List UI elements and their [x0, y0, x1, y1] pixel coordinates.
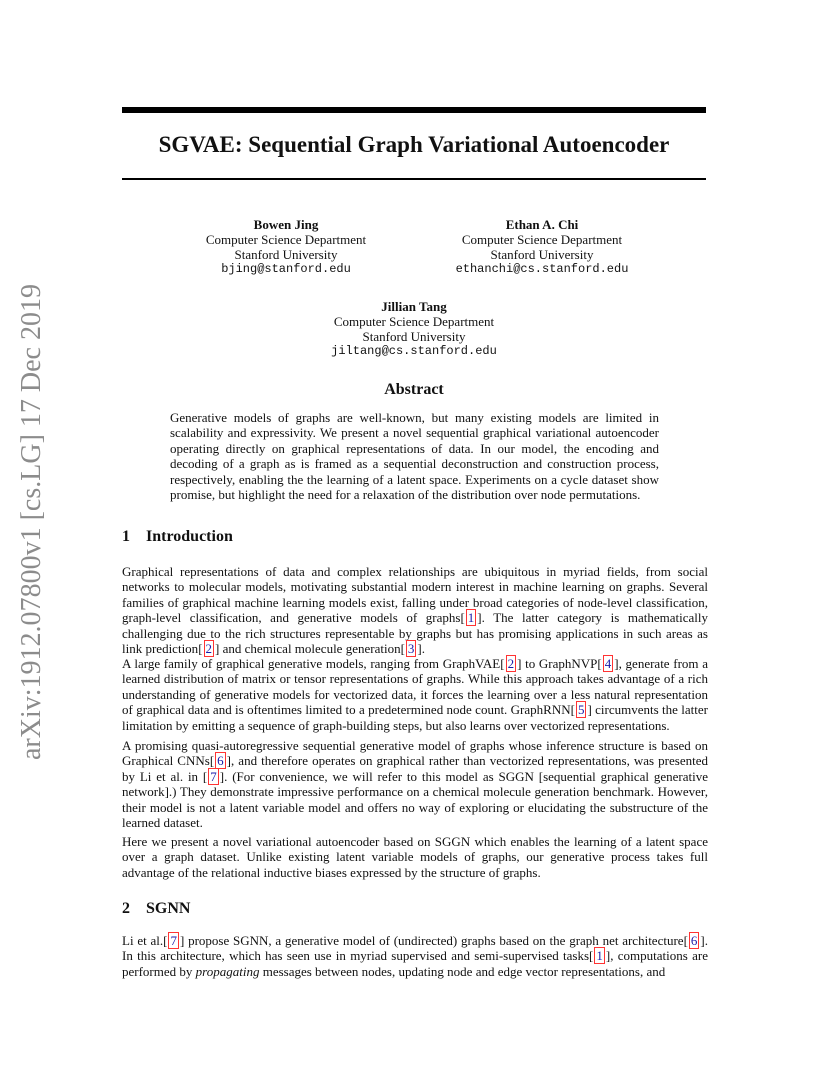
title-top-rule [122, 107, 706, 113]
emphasis-run: propagating [195, 963, 260, 979]
citation-link[interactable]: 3 [407, 641, 415, 657]
text-run: . In this architecture, which has seen use in myriad supervised and semi-supervised tasks [122, 933, 708, 964]
section-number: 1 [122, 528, 130, 545]
citation-link[interactable]: 5 [577, 702, 585, 718]
author-block-3 [294, 299, 534, 359]
citation-link[interactable]: 4 [604, 656, 612, 671]
author-dept: Computer Science Department [205, 232, 367, 247]
section-heading-introduction [122, 527, 233, 547]
intro-paragraph-3: A promising quasi-autoregressive sequential generative model of graphs whose inference structure is based on Graphical CNNs[ 6 ], and therefore operates on graphical rather than vectorized representations, was presented by Li et al. in [ 7 ]. (For convenience, we will refer to this model as SGGN [sequential graphical generative network].) They demonstrate impressive performance on a chemical molecule generation benchmark. However, their model is not a latent variable model and offers no way of exploring or elucidating the substructure of the learned dataset. [122, 738, 708, 831]
text-run: A promising quasi-autoregressive sequential generative model of graphs whose inference structure is based on Graphical CNNs [122, 738, 708, 769]
text-run: . (For convenience, we will refer to this model as SGGN [sequential graphical generative network].) They demonstrate impressive performance on a chemical molecule generation benchmark. However, their model is not a latent variable model and offers no way of exploring or elucidating the substructure of the learned dataset. [122, 768, 708, 831]
text-run: to GraphNVP [521, 656, 598, 671]
text-run: , generate from a learned distribution of matrix or tensor representations of graphs. While this approach takes advantage of a rich understanding of generative models for vectorized data, it forces the learning over a less natural representation of graphical data and is oftentimes limited to a predetermined node count. GraphRNN [122, 656, 708, 718]
arxiv-stamp-text: arXiv:1912.07800v1 [cs.LG] 17 Dec 2019 [16, 284, 47, 760]
citation-link[interactable]: 1 [467, 610, 475, 626]
text-run: , and therefore operates on graphical rather than vectorized representations, was presented by Li et al. in [122, 753, 708, 784]
author-univ: Stanford University [362, 329, 466, 344]
intro-paragraph-1: Graphical representations of data and complex relationships are ubiquitous in myriad fields, from social networks to molecular models, motivating substantial modern interest in machine learning on graphs. Several families of graphical machine learning models exist, falling under broad categories of node-level classification, graph-level classification, and generative models of graphs[ 1 ]. The latter category is mathematically challenging due to the rich structures representable by graphs but has promising applications in such areas as link prediction[ 2 ] and chemical molecule generation[ 3 ]. [122, 564, 708, 657]
citation-link[interactable]: 1 [596, 948, 603, 964]
text-run: . [421, 641, 426, 657]
author-dept: Computer Science Department [333, 314, 495, 329]
text-run: propose SGNN, a generative model of (undirected) graphs based on the graph net architecture [184, 933, 684, 948]
text-run: circumvents the latter limitation by emitting a sequence of graph-building steps, but also learns over vectorized representations. [122, 702, 708, 733]
citation-link[interactable]: 7 [210, 768, 217, 784]
author-univ: Stanford University [490, 247, 594, 262]
text-run: , computations are performed by [122, 948, 708, 979]
citation-link[interactable]: 6 [690, 933, 698, 948]
section-title: Introduction [146, 528, 233, 545]
citation-link[interactable]: 2 [205, 641, 213, 657]
author-name: Ethan A. Chi [505, 217, 579, 232]
citation-link[interactable]: 2 [507, 656, 515, 671]
paper-title: SGVAE: Sequential Graph Variational Autoencoder [158, 132, 670, 157]
text-run: messages between nodes, updating node and edge vector representations, and [259, 963, 666, 979]
text-run: . The latter category is mathematically challenging due to the rich structures representable by graphs but has promising applications in such areas as link prediction [122, 610, 708, 657]
intro-paragraph-2: A large family of graphical generative models, ranging from GraphVAE[ 2 ] to GraphNVP[ 4 ], generate from a learned distribution of matrix or tensor representations of graphs. While this approach takes advantage of a rich understanding of generative models for vectorized data, it forces the learning over a less natural representation of graphical data and is oftentimes limited to a predetermined node count. GraphRNN[ 5 ] circumvents the latter limitation by emitting a sequence of graph-building steps, but also learns over vectorized representations. [122, 656, 708, 733]
text-run: A large family of graphical generative models, ranging from GraphVAE [122, 656, 501, 671]
author-name: Jillian Tang [381, 299, 447, 314]
intro-paragraph-4: Here we present a novel variational autoencoder based on SGGN which enables the learning of a latent space over a graph dataset. Unlike existing latent variable models of graphs, our generative process takes full advantage of the relational inductive biases expressed by the structure of graphs. [122, 834, 708, 880]
text-run: and chemical molecule generation [219, 641, 401, 657]
citation-link[interactable]: 6 [217, 753, 224, 769]
abstract-text: Generative models of graphs are well-known, but many existing models are limited in scalability and expressivity. We present a novel sequential graphical variational autoencoder operating directly on graphical representations of data. In our model, the encoding and decoding of a graph as is framed as a sequential deconstruction and construction process, respectively, enabling the the learning of a latent space. Experiments on a cycle dataset show promise, but highlight the need for a relaxation of the distribution over node permutations. [170, 410, 659, 503]
author-block-2 [422, 217, 662, 277]
arxiv-stamp [14, 284, 48, 760]
author-dept: Computer Science Department [461, 232, 623, 247]
text-run: Graphical representations of data and complex relationships are ubiquitous in myriad fields, from social networks to molecular models, motivating substantial modern interest in machine learning on graphs. Several families of graphical machine learning models exist, falling under broad categories of node-level classification, graph-level classification, and generative models of graphs [122, 564, 708, 626]
author-block-1 [166, 217, 406, 277]
sgnn-paragraph-1: Li et al.[ 7 ] propose SGNN, a generative model of (undirected) graphs based on the graph net architecture[ 6 ]. In this architecture, which has seen use in myriad supervised and semi-supervised tasks[ 1 ], computations are performed by propagating messages between nodes, updating node and edge vector representations, and [122, 933, 708, 979]
author-email: ethanchi@cs.stanford.edu [455, 262, 629, 276]
title-bottom-rule [122, 178, 706, 180]
text-run: Li et al. [122, 933, 164, 948]
section-number: 2 [122, 900, 130, 917]
author-email: bjing@stanford.edu [221, 262, 351, 276]
section-title: SGNN [146, 900, 191, 917]
citation-link[interactable]: 7 [170, 933, 177, 948]
abstract-heading: Abstract [384, 381, 444, 398]
section-heading-sgnn [122, 899, 190, 919]
author-univ: Stanford University [234, 247, 338, 262]
author-name: Bowen Jing [253, 217, 319, 232]
author-email: jiltang@cs.stanford.edu [331, 344, 497, 358]
